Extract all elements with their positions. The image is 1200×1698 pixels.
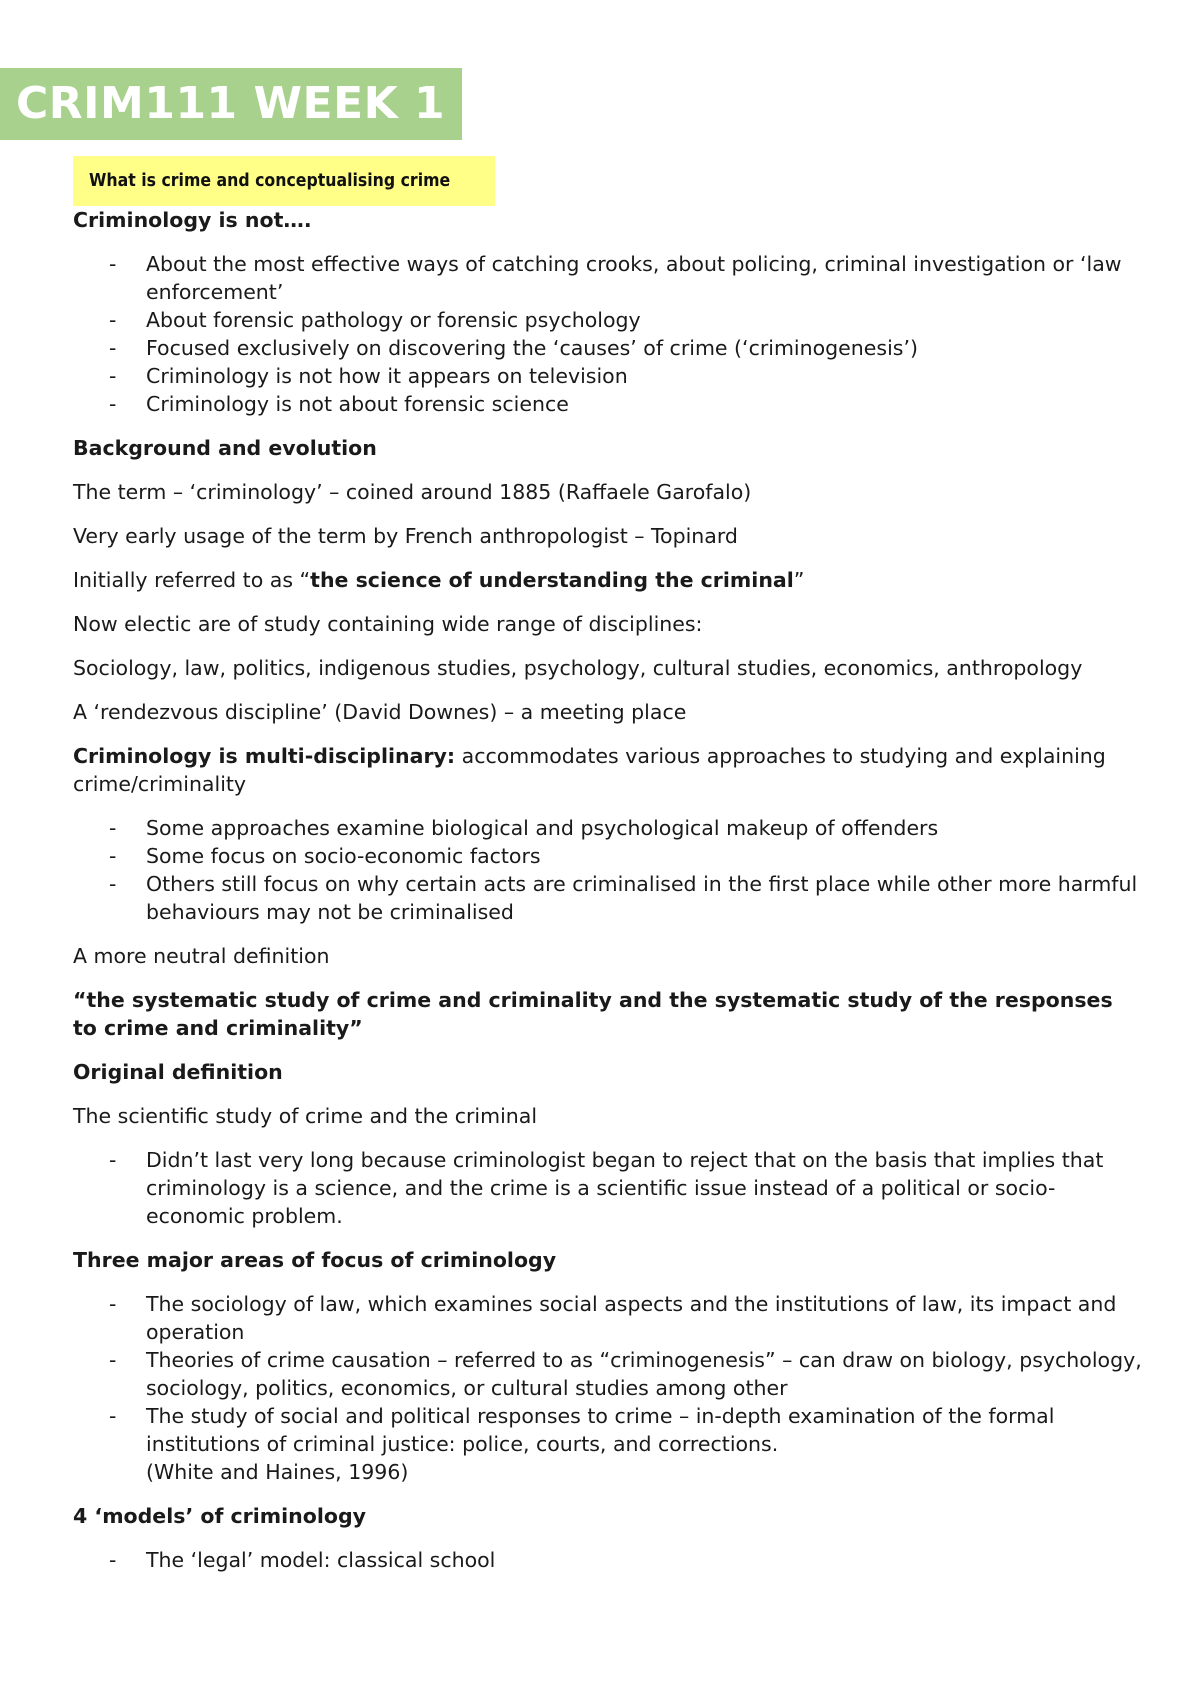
list-item: - The study of social and political responses to crime – in-depth examination of the formal institutions of criminal justice: police, courts, and corrections. (White and Haines, 1996) — [109, 1404, 1055, 1484]
paragraph: Now electic are of study containing wide range of disciplines: — [73, 612, 703, 636]
paragraph: Sociology, law, politics, indigenous studies, psychology, cultural studies, economics, anthropology — [73, 656, 1083, 680]
list-item: - Some approaches examine biological and psychological makeup of offenders — [109, 816, 939, 840]
list-item: - Criminology is not how it appears on television — [109, 364, 628, 388]
bullet-list — [73, 1290, 1143, 1486]
section-heading: Original definition — [73, 1060, 283, 1084]
list-item: - The sociology of law, which examines social aspects and the institutions of law, its impact and operation — [109, 1292, 1117, 1344]
paragraph: The term – ‘criminology’ – coined around 1885 (Raffaele Garofalo) — [73, 480, 752, 504]
paragraph: Very early usage of the term by French anthropologist – Topinard — [73, 524, 738, 548]
section-heading: Three major areas of focus of criminology — [73, 1248, 557, 1272]
section-heading: 4 ‘models’ of criminology — [73, 1504, 367, 1528]
list-item: - The ‘legal’ model: classical school — [109, 1548, 496, 1572]
citation: (White and Haines, 1996) — [146, 1460, 409, 1484]
list-item: - Theories of crime causation – referred to as “criminogenesis” – can draw on biology, psychology, sociology, politics, economics, or cultural studies among other — [109, 1348, 1142, 1400]
bullet-list — [73, 814, 1143, 926]
subtitle: What is crime and conceptualising crime — [73, 156, 495, 206]
paragraph: A ‘rendezvous discipline’ (David Downes) – a meeting place — [73, 700, 687, 724]
bullet-list — [73, 250, 1143, 418]
list-item: - About the most effective ways of catching crooks, about policing, criminal investigation or ‘law enforcement’ — [109, 252, 1122, 304]
bullet-list — [73, 1146, 1143, 1230]
section-heading: Criminology is not…. — [73, 208, 312, 232]
section-heading: Background and evolution — [73, 436, 377, 460]
bullet-list — [73, 1546, 1143, 1574]
definition-quote: “the systematic study of crime and criminality and the systematic study of the responses to crime and criminality” — [73, 988, 1113, 1040]
paragraph: Criminology is multi-disciplinary: accommodates various approaches to studying and explaining crime/criminality — [73, 744, 1106, 796]
paragraph: Initially referred to as “the science of understanding the criminal” — [73, 568, 805, 592]
list-item: - Criminology is not about forensic science — [109, 392, 569, 416]
list-item: - About forensic pathology or forensic psychology — [109, 308, 641, 332]
list-item: - Some focus on socio-economic factors — [109, 844, 541, 868]
paragraph: The scientific study of crime and the criminal — [73, 1104, 538, 1128]
list-item: - Others still focus on why certain acts are criminalised in the first place while other more harmful behaviours may not be criminalised — [109, 872, 1138, 924]
list-item: - Didn’t last very long because criminologist began to reject that on the basis that implies that criminology is a science, and the crime is a scientific issue instead of a political or socio-economic problem. — [109, 1148, 1104, 1228]
page-title: CRIM111 WEEK 1 — [0, 68, 462, 140]
paragraph: A more neutral definition — [73, 944, 330, 968]
document-body — [73, 206, 1143, 1590]
list-item: - Focused exclusively on discovering the ‘causes’ of crime (‘criminogenesis’) — [109, 336, 918, 360]
